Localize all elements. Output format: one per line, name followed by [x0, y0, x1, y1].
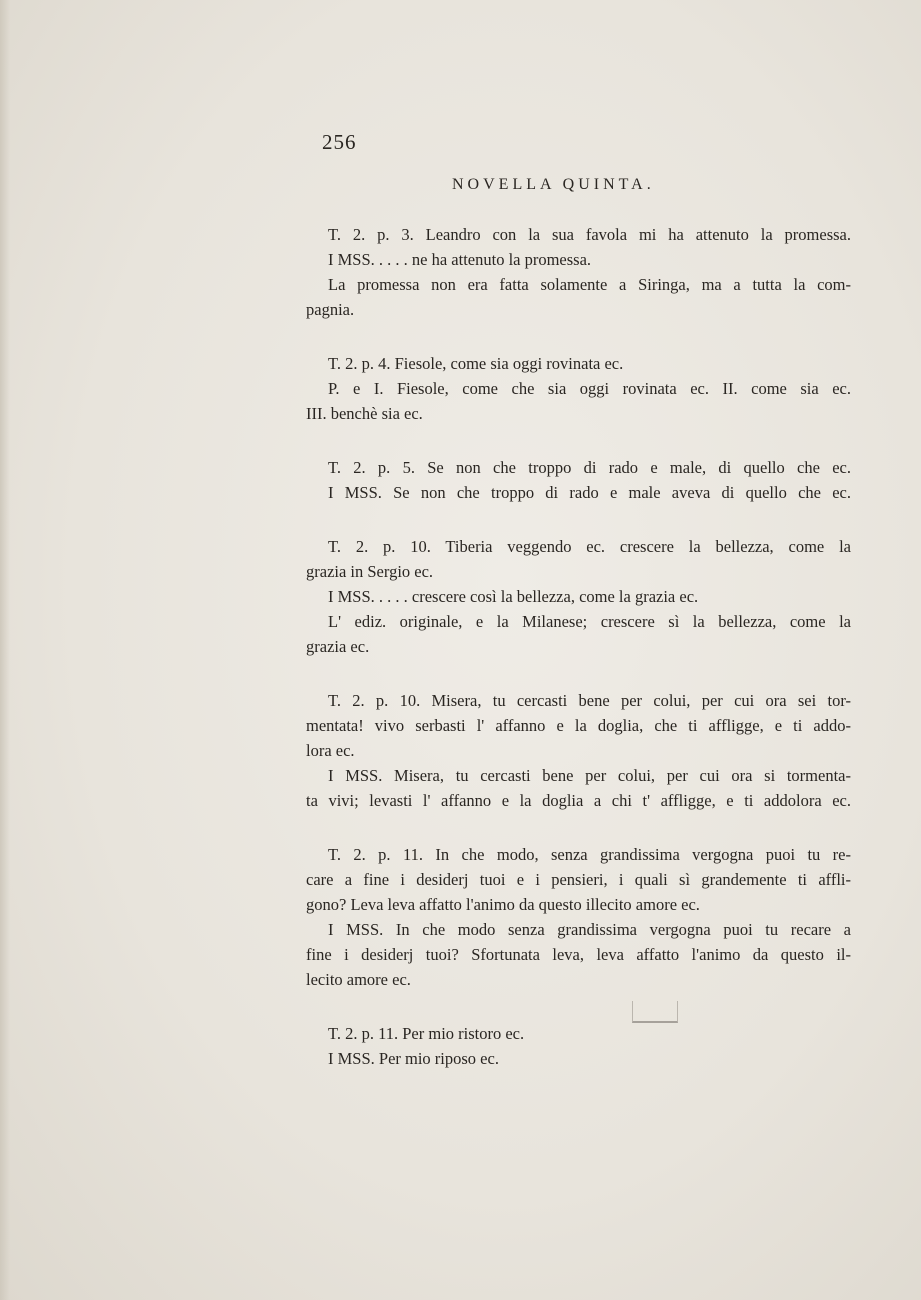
- text-line: care a fine i desiderj tuoi e i pensieri, i quali sì grandemente ti affli-: [306, 870, 851, 889]
- page-body: [306, 222, 851, 1100]
- text-line: I MSS. Per mio riposo ec.: [328, 1049, 499, 1068]
- text-line: L' ediz. originale, e la Milanese; crescere sì la bellezza, come la: [328, 612, 851, 631]
- note-block: [306, 688, 851, 813]
- text-line: La promessa non era fatta solamente a Siringa, ma a tutta la com-: [328, 275, 851, 294]
- text-line: T. 2. p. 11. In che modo, senza grandissima vergogna puoi tu re-: [328, 845, 851, 864]
- text-line: T. 2. p. 10. Misera, tu cercasti bene per colui, per cui ora sei tor-: [328, 691, 851, 710]
- text-line: P. e I. Fiesole, come che sia oggi rovinata ec. II. come sia ec.: [328, 379, 851, 398]
- text-line: T. 2. p. 11. Per mio ristoro ec.: [328, 1024, 525, 1043]
- text-line: III. benchè sia ec.: [306, 404, 423, 423]
- text-line: I MSS. In che modo senza grandissima vergogna puoi tu recare a: [328, 920, 851, 939]
- text-line: gono? Leva leva affatto l'animo da questo illecito amore ec.: [306, 895, 700, 914]
- text-line: lecito amore ec.: [306, 970, 411, 989]
- note-block: [306, 534, 851, 659]
- text-line: T. 2. p. 4. Fiesole, come sia oggi rovinata ec.: [328, 354, 624, 373]
- running-head: NOVELLA QUINTA.: [452, 176, 655, 193]
- text-line: I MSS. Se non che troppo di rado e male aveva di quello che ec.: [328, 483, 851, 502]
- note-block: [306, 351, 851, 426]
- text-line: grazia in Sergio ec.: [306, 562, 434, 581]
- text-line: grazia ec.: [306, 637, 370, 656]
- text-line: I MSS. . . . . ne ha attenuto la promessa.: [328, 250, 592, 269]
- text-line: T. 2. p. 3. Leandro con la sua favola mi ha attenuto la promessa.: [328, 225, 851, 244]
- text-line: pagnia.: [306, 300, 355, 319]
- note-block: [306, 842, 851, 992]
- page-edge-shadow: [0, 0, 10, 1300]
- text-line: mentata! vivo serbasti l' affanno e la doglia, che ti affligge, e ti addo-: [306, 716, 851, 735]
- text-line: lora ec.: [306, 741, 355, 760]
- text-line: T. 2. p. 5. Se non che troppo di rado e male, di quello che ec.: [328, 458, 851, 477]
- text-line: ta vivi; levasti l' affanno e la doglia a chi t' affligge, e ti addolora ec.: [306, 791, 851, 810]
- ink-smudge-mark: [632, 1001, 678, 1023]
- text-line: T. 2. p. 10. Tiberia veggendo ec. crescere la bellezza, come la: [328, 537, 851, 556]
- note-block: [306, 1021, 851, 1071]
- text-line: I MSS. . . . . crescere così la bellezza, come la grazia ec.: [328, 587, 699, 606]
- note-block: [306, 222, 851, 322]
- note-block: [306, 455, 851, 505]
- text-line: I MSS. Misera, tu cercasti bene per colui, per cui ora si tormenta-: [328, 766, 851, 785]
- text-line: fine i desiderj tuoi? Sfortunata leva, leva affatto l'animo da questo il-: [306, 945, 851, 964]
- page-number: 256: [322, 130, 357, 154]
